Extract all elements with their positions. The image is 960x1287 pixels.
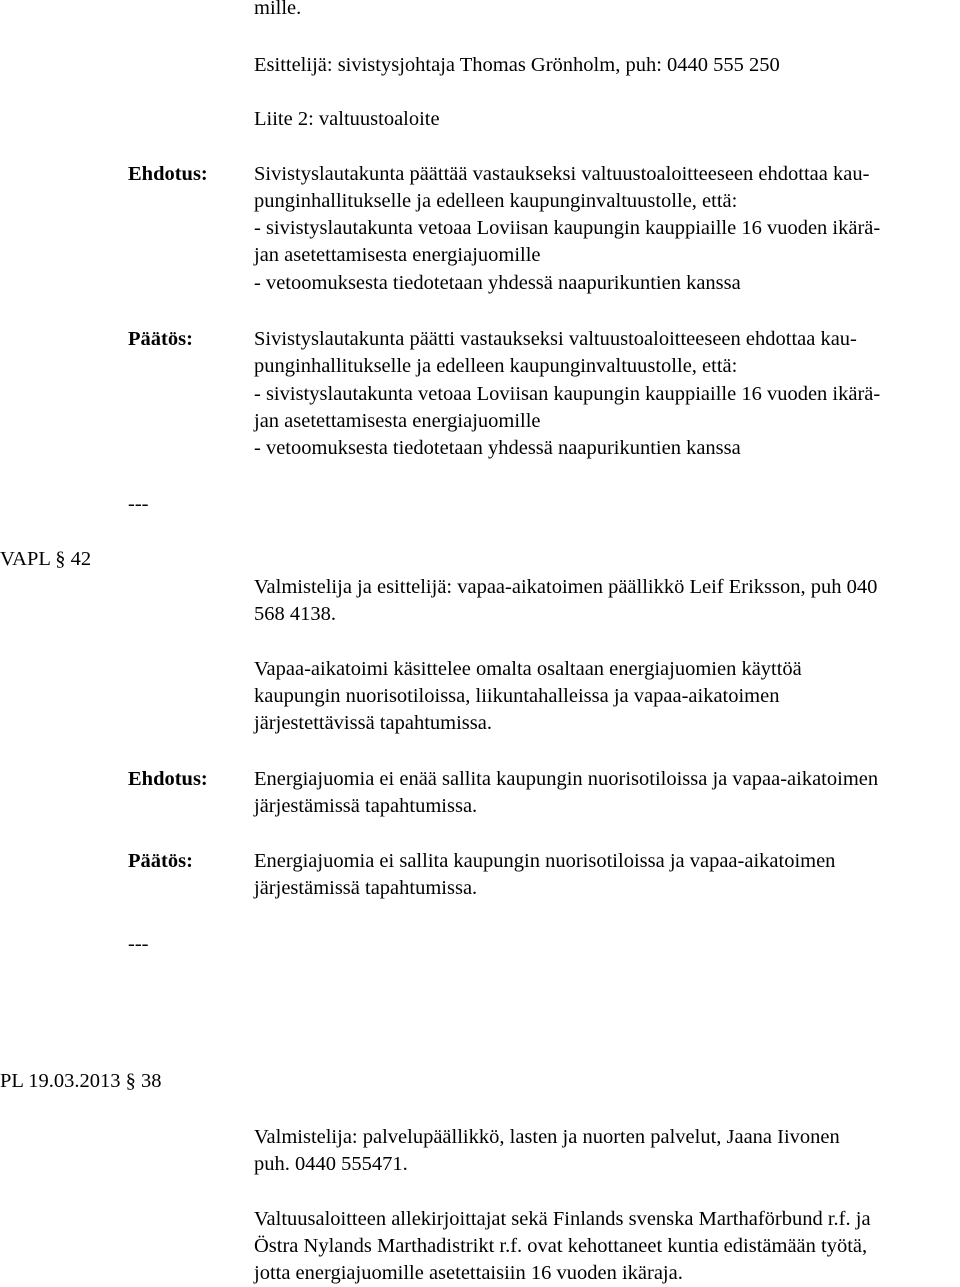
proposal-label: Ehdotus: <box>128 768 208 790</box>
section-separator: --- <box>128 493 149 515</box>
proposal-line: Sivistyslautakunta päättää vastaukseksi valtuustoaloitteeseen ehdottaa kau- <box>254 163 870 185</box>
proposal-line: punginhallitukselle ja edelleen kaupunginvaltuustolle, että: <box>254 190 738 212</box>
proposal-line: järjestämissä tapahtumissa. <box>254 795 478 817</box>
decision-line: - sivistyslautakunta vetoaa Loviisan kaupungin kauppiaille 16 vuoden ikärä- <box>254 383 881 405</box>
description-line: Vapaa-aikatoimi käsittelee omalta osaltaan energiajuomien käyttöä <box>254 658 802 680</box>
section-separator: --- <box>128 933 149 955</box>
preparer-line: Valmistelija: palvelupäällikkö, lasten ja nuorten palvelut, Jaana Iivonen <box>254 1126 840 1148</box>
proposal-line: - vetoomuksesta tiedotetaan yhdessä naapurikuntien kanssa <box>254 272 741 294</box>
section-reference: VAPL § 42 <box>0 548 92 570</box>
proposal-line: - sivistyslautakunta vetoaa Loviisan kaupungin kauppiaille 16 vuoden ikärä- <box>254 217 881 239</box>
presenter-line: Esittelijä: sivistysjohtaja Thomas Grönholm, puh: 0440 555 250 <box>254 54 780 76</box>
preparer-line: 568 4138. <box>254 603 336 625</box>
signers-line: Östra Nylands Marthadistrikt r.f. ovat kehottaneet kuntia edistämään työtä, <box>254 1235 868 1257</box>
decision-line: - vetoomuksesta tiedotetaan yhdessä naapurikuntien kanssa <box>254 437 741 459</box>
description-line: kaupungin nuorisotiloissa, liikuntahalleissa ja vapaa-aikatoimen <box>254 685 780 707</box>
decision-label: Päätös: <box>128 850 193 872</box>
preparer-line: puh. 0440 555471. <box>254 1153 408 1175</box>
decision-line: jan asetettamisesta energiajuomille <box>254 410 541 432</box>
proposal-line: jan asetettamisesta energiajuomille <box>254 244 541 266</box>
section-reference: PL 19.03.2013 § 38 <box>0 1070 162 1092</box>
proposal-line: Energiajuomia ei enää sallita kaupungin nuorisotiloissa ja vapaa-aikatoimen <box>254 768 879 790</box>
decision-line: Sivistyslautakunta päätti vastaukseksi valtuustoaloitteeseen ehdottaa kau- <box>254 328 857 350</box>
signers-line: Valtuusaloitteen allekirjoittajat sekä Finlands svenska Marthaförbund r.f. ja <box>254 1208 871 1230</box>
preparer-line: Valmistelija ja esittelijä: vapaa-aikatoimen päällikkö Leif Eriksson, puh 040 <box>254 576 878 598</box>
signers-line: jotta energiajuomille asetettaisiin 16 vuoden ikäraja. <box>254 1262 683 1284</box>
decision-label: Päätös: <box>128 328 193 350</box>
attachment-line: Liite 2: valtuustoaloite <box>254 108 440 130</box>
proposal-label: Ehdotus: <box>128 163 208 185</box>
top-fragment-text: mille. <box>254 0 302 19</box>
decision-line: punginhallitukselle ja edelleen kaupunginvaltuustolle, että: <box>254 355 738 377</box>
description-line: järjestettävissä tapahtumissa. <box>254 712 492 734</box>
decision-line: Energiajuomia ei sallita kaupungin nuorisotiloissa ja vapaa-aikatoimen <box>254 850 836 872</box>
decision-line: järjestämissä tapahtumissa. <box>254 877 478 899</box>
